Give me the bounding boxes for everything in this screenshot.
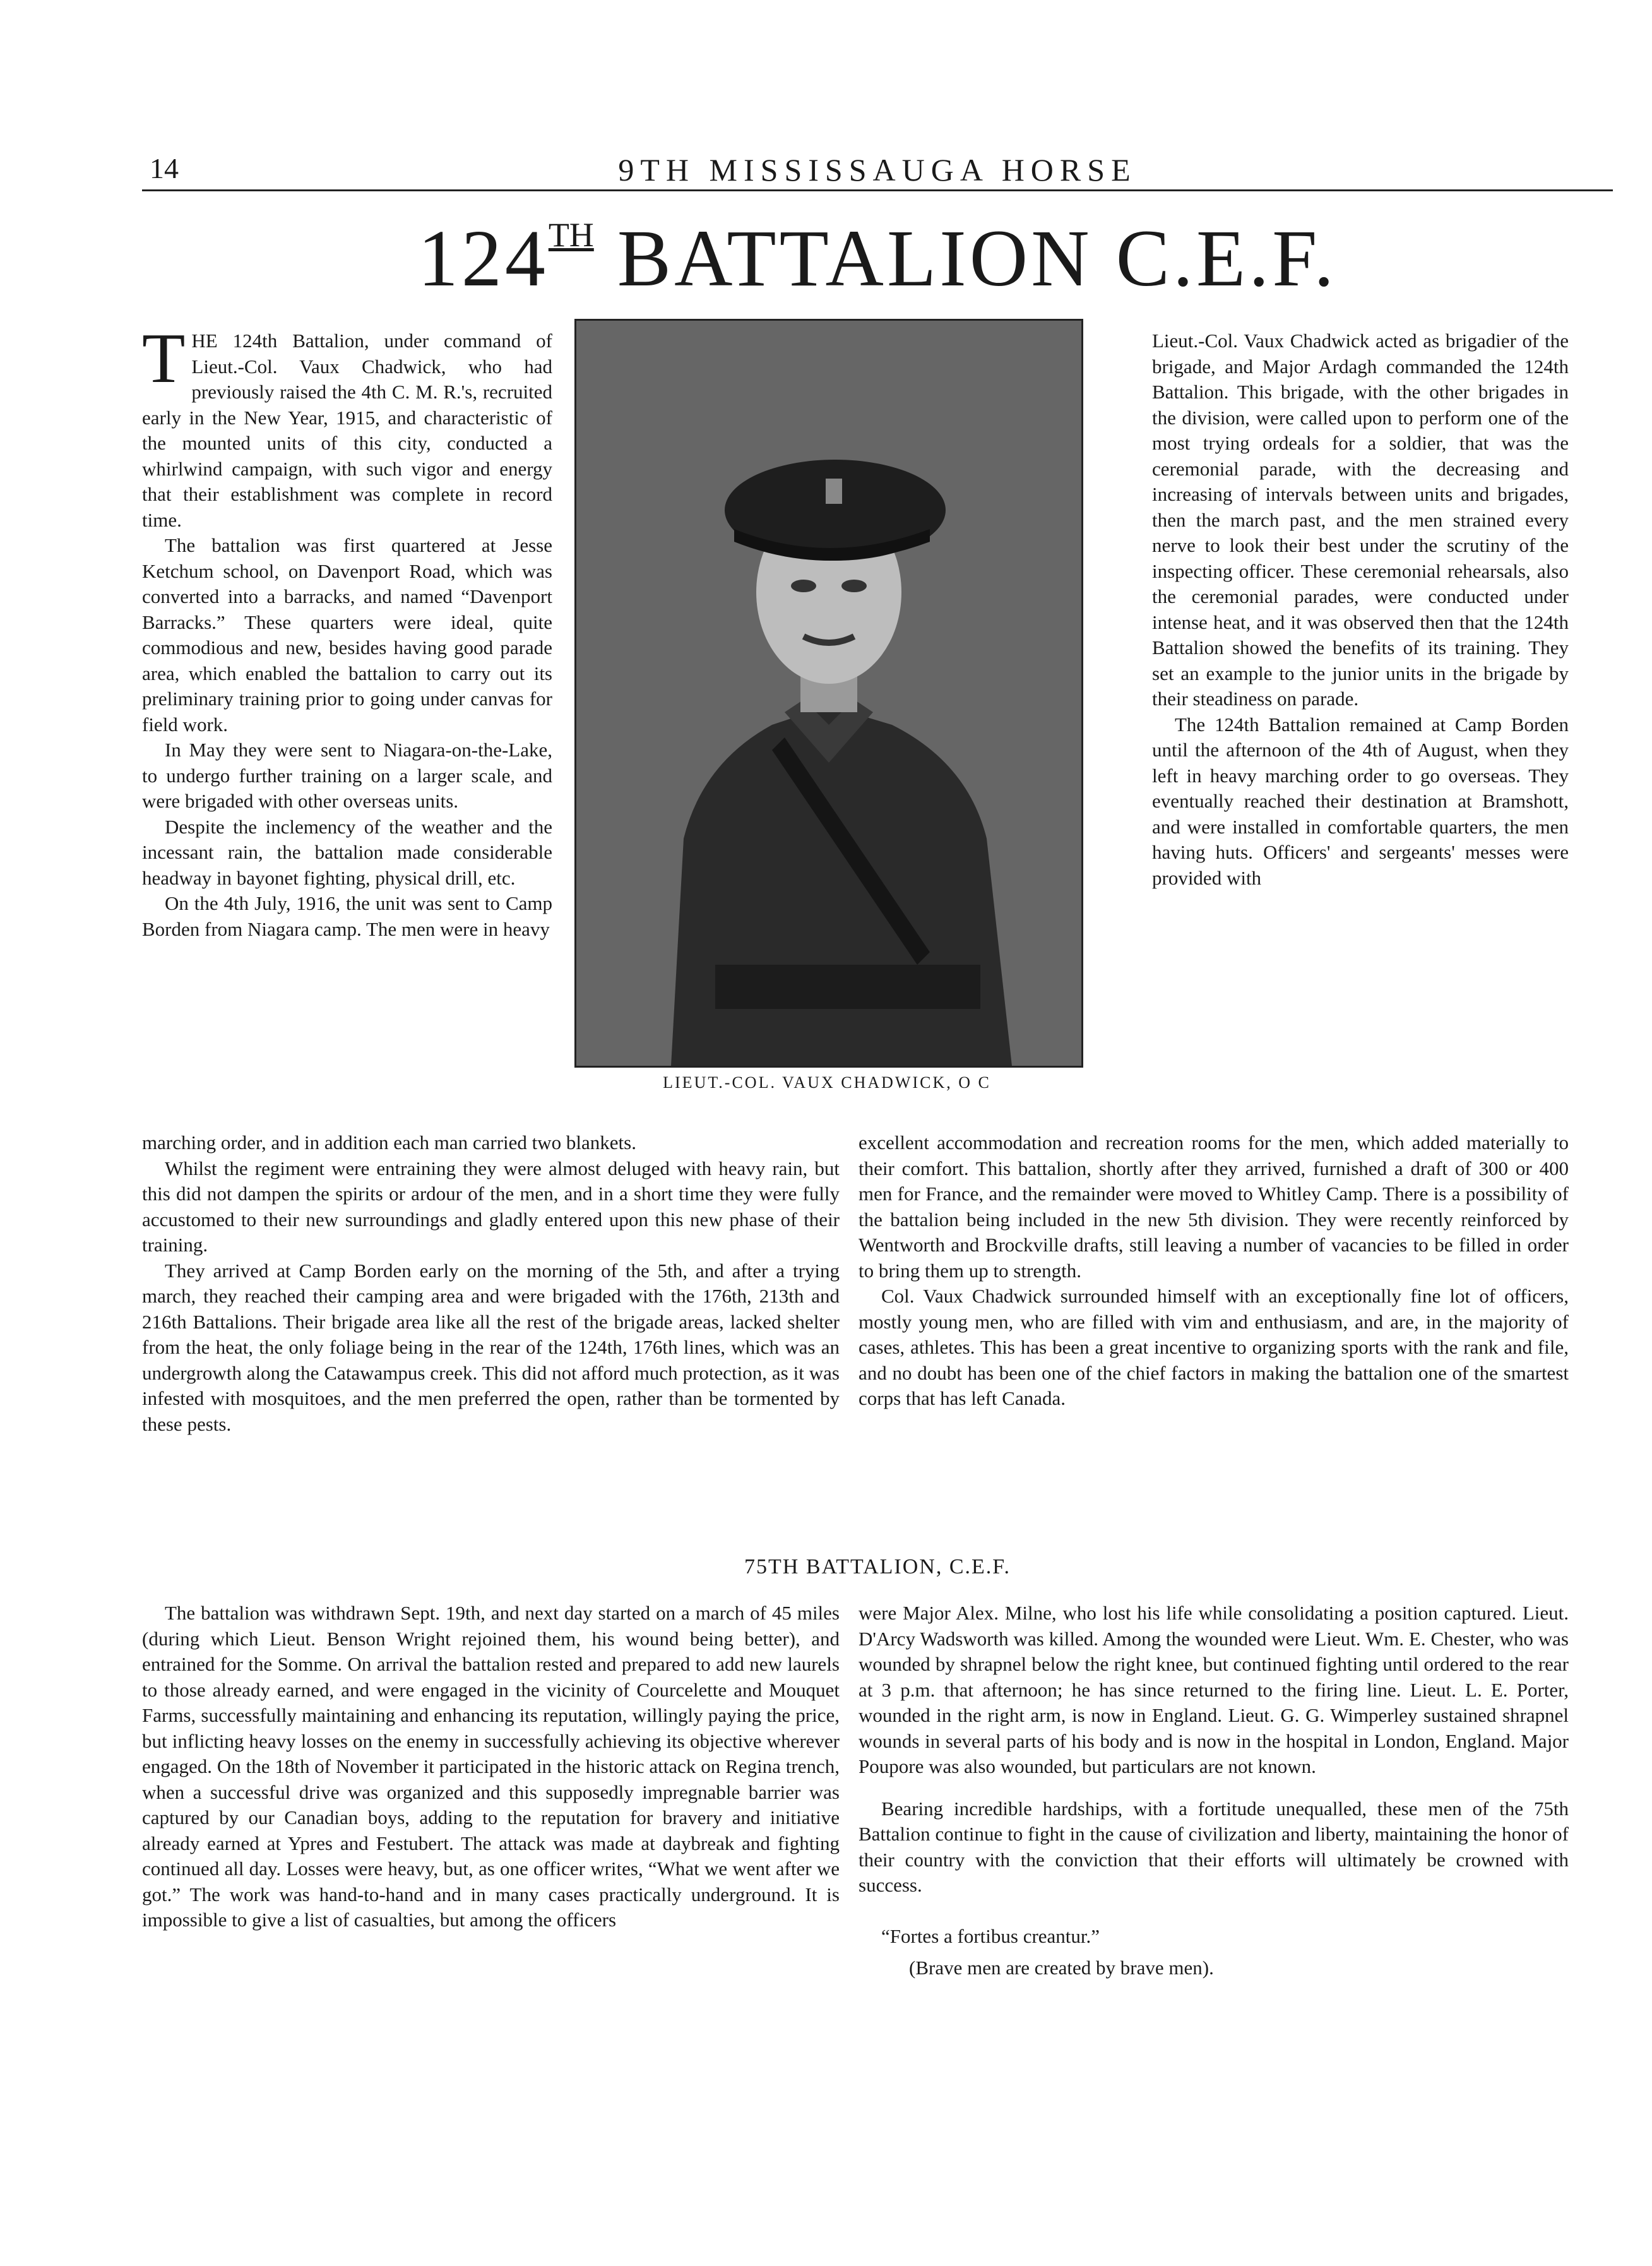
portrait-photo [574,319,1083,1068]
paragraph: Whilst the regiment were entraining they were almost deluged with heavy rain, but this did not dampen the spirits or ardour of the men, and in a short time they were fully accustomed to their new surroundings and gladly entered upon this new phase of their training. [142,1157,840,1256]
paragraph: excellent accommodation and recreation rooms for the men, which added materially to their comfort. This battalion, shortly after they arrived, furnished a draft of 300 or 400 men for France, and the remainder were moved to Whitley Camp. There is a possibility of the battalion being included in the new 5th division. They were recently reinforced by Wentworth and Brockville drafts, still leaving a number of vacancies to be filled in order to bring them up to strength. [859,1131,1569,1282]
section2-right-column [859,1601,1569,1981]
paragraph: Col. Vaux Chadwick surrounded himself with an exceptionally fine lot of officers, mostly young men, who are filled with vim and enthusiasm, and are, in the majority of cases, athletes. This has been a great incentive to organizing sports with the rank and file, and no doubt has been one of the chief factors in making the battalion one of the smartest corps that has left Canada. [859,1285,1569,1409]
title-suffix: TH [548,216,594,254]
article-title [142,213,1613,303]
quote-translation: (Brave men are created by brave men). [909,1957,1214,1979]
paragraph: The battalion was withdrawn Sept. 19th, and next day started on a march of 45 miles (during which Lieut. Benson Wright rejoined them, his wound being better), and entrained for the Somme. On arrival the battalion rested and prepared to add new laurels to those already earned, and were engaged in the vicinity of Courcelette and Mouquet Farms, successfully maintaining and enhancing its reputation, willingly paying the price, but inflicting heavy losses on the enemy in successfully achieving its objective wherever engaged. On the 18th of November it participated in the historic attack on Regina trench, when a successful drive was organized and this supposedly impregnable barrier was captured by our Canadian boys, adding to the reputation for bravery and initiative already earned at Ypres and Festubert. The attack was made at daybreak and fighting continued all day. Losses were heavy, but, as one officer writes, “What we went after we got.” The work was hand-to-hand and in many cases practically underground. It is impossible to give a list of casualties, but among the officers [142,1602,840,1931]
lower-right-column [859,1130,1569,1412]
page-header [142,152,1613,191]
paragraph: Despite the inclemency of the weather and the incessant rain, the battalion made considerable headway in bayonet fighting, physical drill, etc. [142,815,552,889]
paragraph: They arrived at Camp Borden early on the morning of the 5th, and after a trying march, they reached their camping area and were brigaded with the 176th, 213th and 216th Battalions. Their brigade area like all the rest of the brigade areas, lacked shelter from the heat, the only foliage being in the rear of the 124th, 176th lines, which was an undergrowth along the Catawampus creek. This did not afford much protection, as it was infested with mosquitoes, and the men preferred the open, rather than be tormented by these pests. [142,1259,840,1435]
paragraph: The battalion was first quartered at Jesse Ketchum school, on Davenport Road, which was converted into a barracks, and named “Davenport Barracks.” These quarters were ideal, quite commodious and new, besides having good parade area, which enabled the battalion to carry out its preliminary training prior to going under canvas for field work. [142,534,552,736]
drop-cap: T [142,319,186,398]
paragraph: In May they were sent to Niagara-on-the-Lake, to undergo further training on a larger scale, and were brigaded with other overseas units. [142,739,552,812]
running-head: 9TH MISSISSAUGA HORSE [618,152,1137,188]
latin-quote: “Fortes a fortibus creantur.” [881,1924,1100,1947]
paragraph: Lieut.-Col. Vaux Chadwick acted as brigadier of the brigade, and Major Ardagh commanded the 124th Battalion. This brigade, with the other brigades in the division, were called upon to perform one of the most trying ordeals for a soldier, that was the ceremonial parade, with the decreasing and increasing of intervals between units and brigades, then the march past, and the men strained every nerve to look their best under the scrutiny of the inspecting officer. These ceremonial rehearsals, also the ceremonial parades, were conducted under intense heat, and it was observed then that the 124th Battalion showed the benefits of its training. They set an example to the junior units in the brigade by their steadiness on parade. [1152,330,1569,710]
paragraph: The 124th Battalion remained at Camp Borden until the afternoon of the 4th of August, when they left in heavy marching order to go overseas. They eventually reached their destination at Bramshott, and were installed in comfortable quarters, the men having huts. Officers' and sergeants' messes were provided with [1152,713,1569,889]
paragraph: Bearing incredible hardships, with a fortitude unequalled, these men of the 75th Battalion continue to fight in the cause of civilization and liberty, maintaining the honor of their country with the conviction that their efforts will ultimately be crowned with success. [859,1797,1569,1896]
officer-portrait-image [576,321,1081,1066]
section2-left-column [142,1601,840,1933]
left-column [142,319,552,942]
right-column [1152,328,1569,891]
lower-left-column [142,1130,840,1437]
section-heading: 75TH BATTALION, C.E.F. [744,1555,1011,1578]
title-rest: BATTALION C.E.F. [617,213,1338,303]
title-number: 124 [417,213,549,303]
photo-caption: LIEUT.-COL. VAUX CHADWICK, O C [663,1073,991,1092]
paragraph: On the 4th July, 1916, the unit was sent to Camp Borden from Niagara camp. The men were in heavy [142,892,552,940]
paragraph: THE 124th Battalion, under command of Lieut.-Col. Vaux Chadwick, who had previously raised the 4th C. M. R.'s, recruited early in the New Year, 1915, and characteristic of the mounted units of this city, conducted a whirlwind campaign, with such vigor and energy that their establishment was complete in record time. [142,319,552,531]
paragraph: were Major Alex. Milne, who lost his life while consolidating a position captured. Lieut. D'Arcy Wadsworth was killed. Among the wounded were Lieut. Wm. E. Chester, who was wounded by shrapnel below the right knee, but continued fighting until ordered to the rear at 3 p.m. that afternoon; he has since returned to the firing line. Lieut. L. E. Porter, wounded in the right arm, is now in England. Lieut. G. G. Wimperley sustained shrapnel wounds in several parts of his body and is now in the hospital in London, England. Major Poupore was also wounded, but particulars are not known. [859,1602,1569,1777]
paragraph: marching order, and in addition each man carried two blankets. [142,1131,636,1154]
page-number: 14 [150,152,179,184]
